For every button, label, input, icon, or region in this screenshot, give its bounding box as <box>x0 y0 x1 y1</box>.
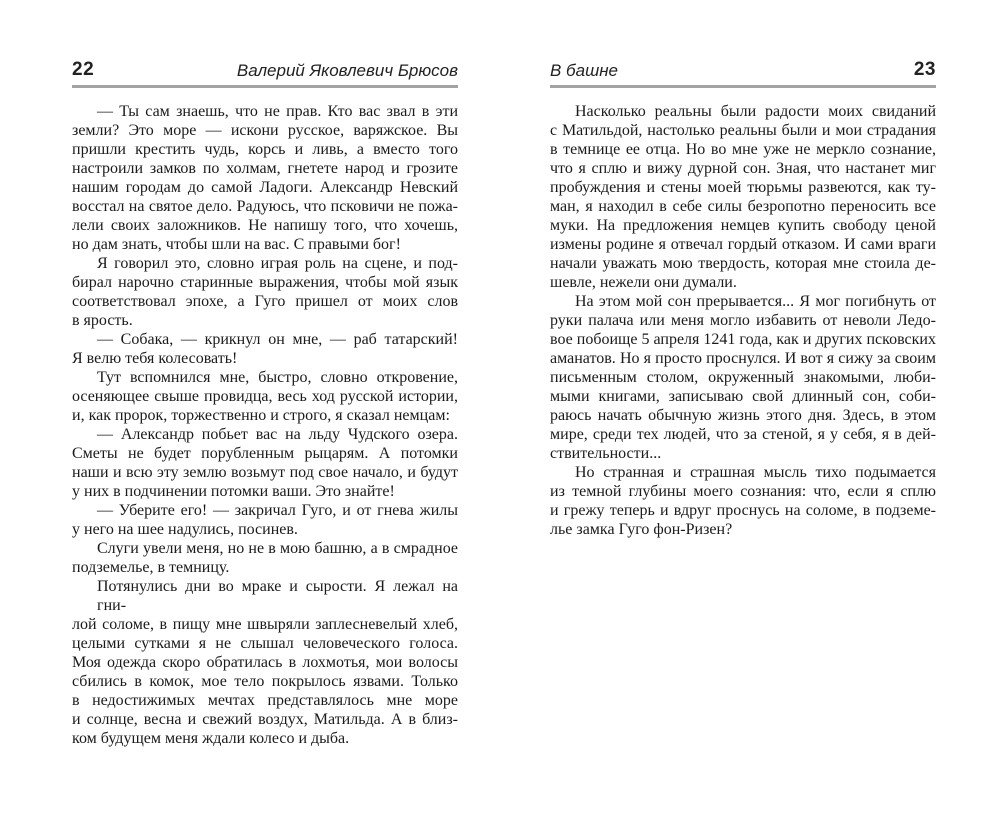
text-line: начали уважать мою твердость, которая мне стоила де- <box>550 255 936 272</box>
text-line: руки палача или меня могло избавить от неволи Ледо- <box>550 312 936 329</box>
page-left <box>72 57 458 748</box>
text-line: Тут вспомнился мне, быстро, словно откровение, <box>97 369 458 386</box>
header-rule <box>550 85 936 88</box>
text-line: — Ты сам знаешь, что не прав. Кто вас звал в эти <box>97 103 458 120</box>
text-line: мире, среди тех людей, что за стеной, я у себя, я в дей- <box>550 426 936 443</box>
page-header-right <box>550 57 936 81</box>
text-line: у них в подчинении потомки ваши. Это знайте! <box>72 483 395 500</box>
text-line: осеняющее свыше провидца, весь ход русской истории, <box>72 388 458 405</box>
page-header-left <box>72 57 458 81</box>
paragraph <box>550 463 936 539</box>
page-body <box>550 102 936 539</box>
text-line: пробуждения и стены моей тюрьмы развеются, как ту- <box>550 179 936 196</box>
text-line: подземелье, в темницу. <box>72 559 230 576</box>
text-line: наши и всю эту землю возьмут под свое начало, и будут <box>72 464 458 481</box>
text-line: — Александр побьет вас на льду Чудского озера. <box>97 426 458 443</box>
text-line: и, как пророк, торжественно и строго, я сказал немцам: <box>72 407 450 424</box>
text-line: но дам знать, чтобы шли на вас. С правыми бог! <box>72 236 401 253</box>
text-line: и грежу теперь и вдруг проснусь на соломе, в подземе- <box>550 502 936 519</box>
text-line: шевле, нежели они думали. <box>550 274 737 291</box>
page-body <box>72 102 458 748</box>
text-line: нашим городам до самой Ладоги. Александр Невский <box>72 179 458 196</box>
text-line: восстал на святое дело. Радуюсь, что псковичи не пожа- <box>72 198 458 215</box>
text-line: с Матильдой, настолько реальны были и мои страдания <box>550 122 936 139</box>
paragraph <box>72 501 458 539</box>
text-line: в ярость. <box>72 312 133 329</box>
text-line: сбились в комок, мое тело покрылось язвами. Только <box>72 673 458 690</box>
text-line: письменным столом, окруженный знакомыми, люби- <box>550 369 936 386</box>
text-line: ман, я находил в себе силы безропотно переносить все <box>550 198 936 215</box>
text-line: лой соломе, в пищу мне швыряли заплесневелый хлеб, <box>72 616 458 633</box>
running-title: В башне <box>550 61 618 80</box>
text-line: настроили замков по холмам, гнетете народ и грозите <box>72 160 458 177</box>
page-number: 23 <box>913 59 936 80</box>
text-line: бирал нарочно старинные выражения, чтобы мой язык <box>72 274 458 291</box>
text-line: и солнце, весна и свежий воздух, Матильда. А в близ- <box>72 711 458 728</box>
paragraph <box>72 102 458 254</box>
text-line: ком будущем меня ждали колесо и дыба. <box>72 730 350 747</box>
text-line: — Собака, — крикнул он мне, — раб татарский! <box>97 331 458 348</box>
text-line: Потянулись дни во мраке и сырости. Я лежал на гни- <box>97 578 458 614</box>
paragraph <box>72 539 458 577</box>
text-line: соответствовал эпохе, а Гуго пришел от моих слов <box>72 293 458 310</box>
text-line: лели своих заложников. Не напишу того, что хочешь, <box>72 217 458 234</box>
text-line: — Уберите его! — закричал Гуго, и от гнева жилы <box>97 502 458 519</box>
text-line: земли? Это море — искони русское, варяжское. Вы <box>72 122 458 139</box>
text-line: вое побоище 5 апреля 1241 года, как и других псковских <box>550 331 936 348</box>
text-line: Моя одежда скоро обратилась в лохмотья, мои волосы <box>72 654 458 671</box>
paragraph <box>72 330 458 368</box>
page-right <box>550 57 936 539</box>
text-line: муки. На предложения немцев купить свободу ценой <box>550 217 936 234</box>
text-line: Я говорил это, словно играя роль на сцене, и под- <box>97 255 458 272</box>
text-line: целыми сутками я не слышал человеческого голоса. <box>72 635 458 652</box>
text-line: в темнице ее отца. Но во мне уже не меркло сознание, <box>550 141 936 158</box>
text-line: пришли крестить чудь, корсь и ливь, а вместо того <box>72 141 458 158</box>
paragraph <box>72 425 458 501</box>
text-line: Слуги увели меня, но не в мою башню, а в смрадное <box>97 540 458 557</box>
text-line: в недостижимых мечтах представлялось мне море <box>72 692 458 709</box>
paragraph <box>72 368 458 425</box>
text-line: измены родине я отвечал гордый отказом. И сами враги <box>550 236 936 253</box>
text-line: у него на шее надулись, посинев. <box>72 521 298 538</box>
paragraph <box>72 254 458 330</box>
text-line: Сметы не будет порубленным рыцарям. А потомки <box>72 445 458 462</box>
text-line: аманатов. Но я просто проснулся. И вот я сижу за своим <box>550 350 936 367</box>
text-line: из темной глубины моего сознания: что, если я сплю <box>550 483 936 500</box>
running-title: Валерий Яковлевич Брюсов <box>236 61 458 80</box>
text-line: что я сплю и вижу дурной сон. Зная, что настанет миг <box>550 160 936 177</box>
text-line: Но странная и страшная мысль тихо подымается <box>575 464 936 481</box>
text-line: На этом мой сон прерывается... Я мог погибнуть от <box>575 293 936 310</box>
page-number: 22 <box>72 59 95 80</box>
text-line: лье замка Гуго фон-Ризен? <box>550 521 733 538</box>
text-line: Я велю тебя колесовать! <box>72 350 238 367</box>
header-rule <box>72 85 458 88</box>
text-line: Насколько реальны были радости моих свиданий <box>575 103 936 120</box>
text-line: ствительности... <box>550 445 662 462</box>
paragraph <box>550 102 936 292</box>
paragraph <box>72 577 458 748</box>
text-line: мыми книгами, записываю свой длинный сон, соби- <box>550 388 936 405</box>
text-line: раюсь начать обычную жизнь этого дня. Здесь, в этом <box>550 407 936 424</box>
paragraph <box>550 292 936 463</box>
